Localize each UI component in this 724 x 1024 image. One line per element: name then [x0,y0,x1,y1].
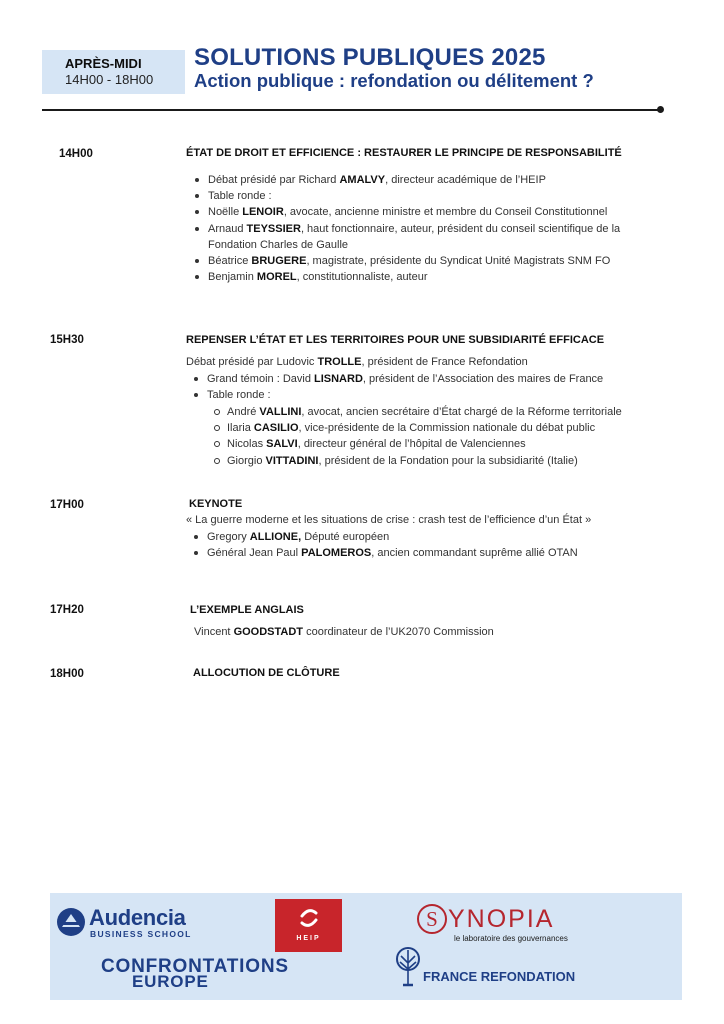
page-subtitle: Action publique : refondation ou délitement ? [194,70,594,91]
list-item: André VALLINI, avocat, ancien secrétaire d’État chargé de la Réforme territoriale [214,404,674,420]
heip-logo [275,899,342,952]
list-item: Débat présidé par Richard AMALVY, directeur académique de l’HEIP [195,172,655,188]
list-item: Benjamin MOREL, constitutionnaliste, auteur [195,269,655,285]
list-item: Table ronde : [194,387,664,403]
list-item: Grand témoin : David LISNARD, président de l’Association des maires de France [194,371,664,387]
session-time: 14H00 - 18H00 [65,72,154,87]
confrontations-name: CONFRONTATIONS [101,956,289,977]
france-refondation-name: FRANCE REFONDATION [423,969,576,984]
session-title-3: KEYNOTE [189,498,243,510]
session-label: APRÈS-MIDI [65,56,142,71]
synopia-s-mark: S [417,904,447,934]
heip-logo-icon [297,907,321,929]
synopia-name: YNOPIA [448,905,555,933]
session-2-intro: Débat présidé par Ludovic TROLLE, président de France Refondation [186,356,528,368]
partners-footer [50,893,682,1000]
list-item: Gregory ALLIONE, Député européen [194,529,664,545]
list-item: Noëlle LENOIR, avocate, ancienne ministre et membre du Conseil Constitutionnel [195,204,655,220]
list-item: Ilaria CASILIO, vice-présidente de la Commission nationale du débat public [214,420,674,436]
session-badge [42,50,185,94]
list-item: Giorgio VITTADINI, président de la Fondation pour la subsidiarité (Italie) [214,453,674,469]
session-time-3: 17H00 [50,499,84,511]
list-item: Nicolas SALVI, directeur général de l’hôpital de Valenciennes [214,436,674,452]
session-time-4: 17H20 [50,604,84,616]
session-time-2: 15H30 [50,334,84,346]
list-item: Table ronde : [195,188,655,204]
synopia-subtitle: le laboratoire des gouvernances [454,934,568,943]
audencia-logo-icon [56,907,86,937]
audencia-name: Audencia [89,905,186,930]
session-time-1: 14H00 [59,148,93,160]
session-3-list [194,529,664,561]
session-time-5: 18H00 [50,668,84,680]
session-title-4: L’EXEMPLE ANGLAIS [190,604,304,616]
heip-label: HEIP [296,935,321,942]
session-3-intro: « La guerre moderne et les situations de crise : crash test de l’efficience d’un État » [186,514,592,526]
list-item: Général Jean Paul PALOMEROS, ancien commandant suprême allié OTAN [194,545,664,561]
session-2-list [194,371,664,403]
list-item: Béatrice BRUGERE, magistrate, présidente du Syndicat Unité Magistrats SNM FO [195,253,655,269]
session-2-sublist [214,404,674,469]
confrontations-europe: EUROPE [132,972,209,991]
divider-end-dot [657,106,664,113]
audencia-subtitle: BUSINESS SCHOOL [90,929,192,939]
session-title-1: ÉTAT DE DROIT ET EFFICIENCE : RESTAURER LE PRINCIPE DE RESPONSABILITÉ [186,147,622,159]
session-title-5: ALLOCUTION DE CLÔTURE [193,667,340,679]
header-divider [42,109,660,111]
session-4-intro: Vincent GOODSTADT coordinateur de l’UK2070 Commission [194,626,494,638]
list-item: Arnaud TEYSSIER, haut fonctionnaire, auteur, président du conseil scientifique de la Fondation Charles de Gaulle [195,221,655,253]
page-title: SOLUTIONS PUBLIQUES 2025 [194,44,546,71]
session-1-list [195,172,655,285]
tree-icon [395,947,421,987]
session-title-2: REPENSER L’ÉTAT ET LES TERRITOIRES POUR UNE SUBSIDIARITÉ EFFICACE [186,334,605,346]
